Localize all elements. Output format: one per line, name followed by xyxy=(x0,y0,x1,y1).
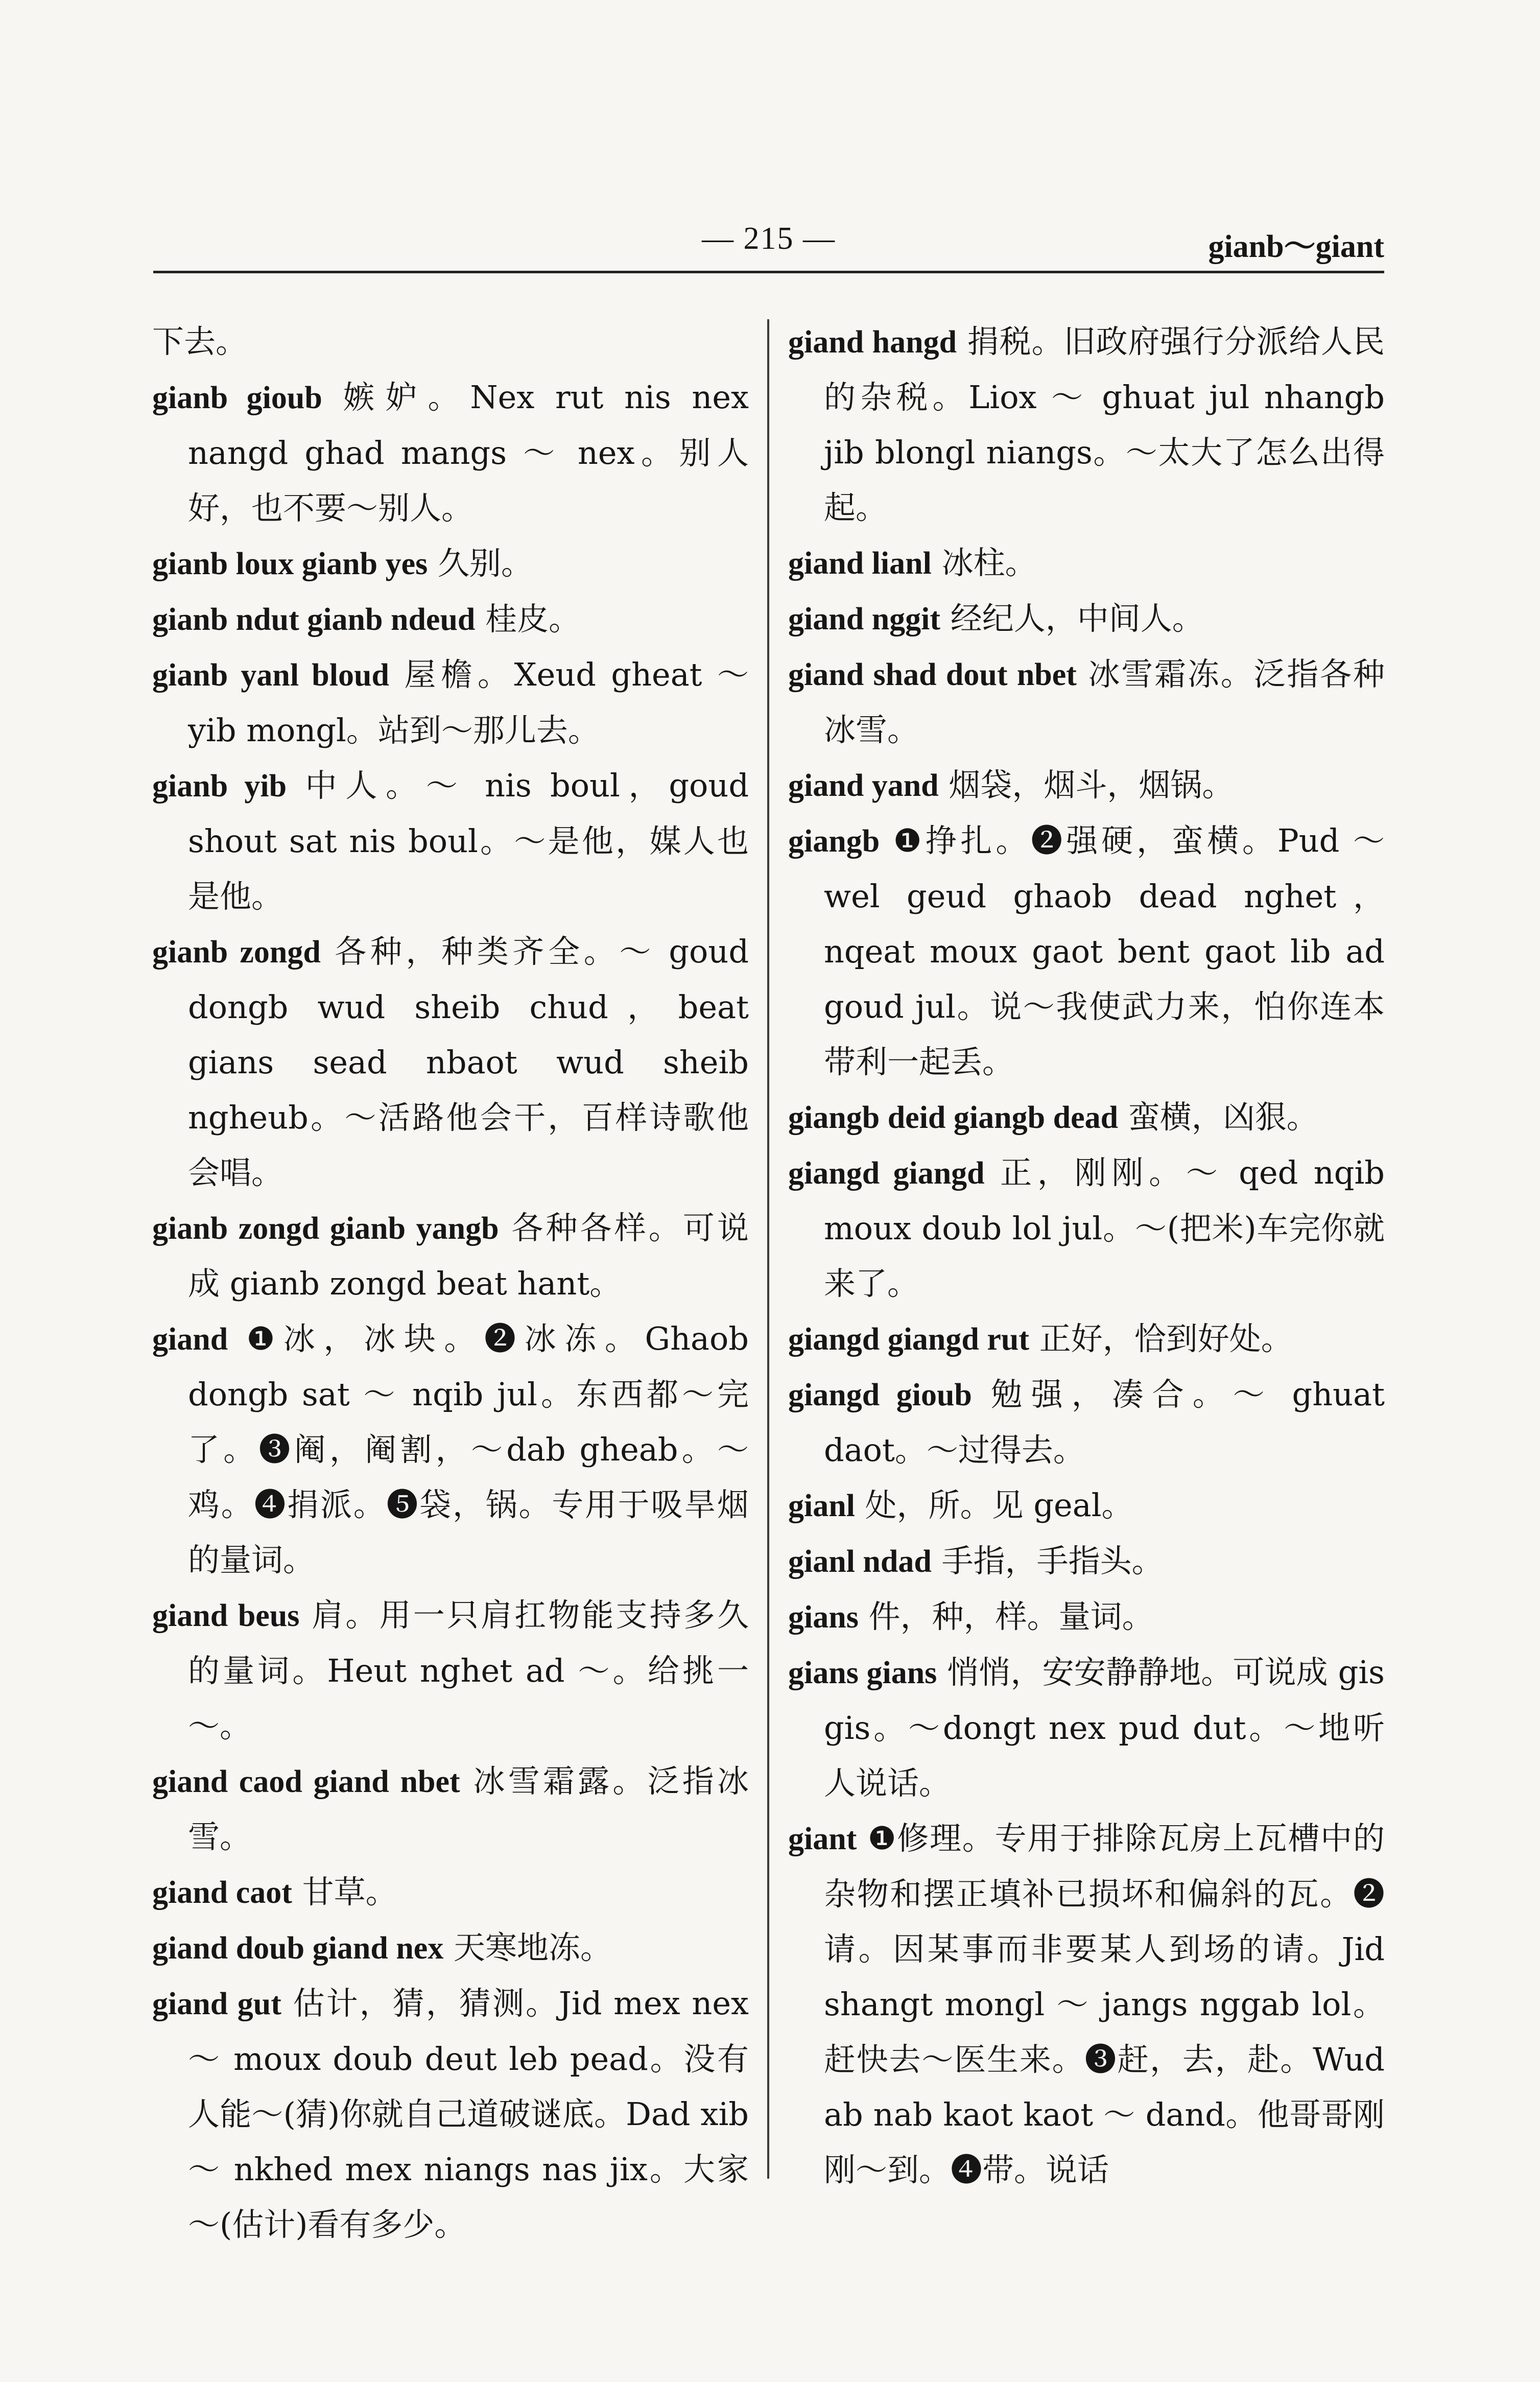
entry-headword: giant xyxy=(788,1822,857,1856)
dictionary-entry xyxy=(152,1311,749,1588)
entry-definition: 冰雪霜冻。泛指各种冰雪。 xyxy=(824,655,1385,748)
entry-headword: giangb deid giangb dead xyxy=(788,1100,1119,1135)
dictionary-entry xyxy=(788,1645,1385,1811)
dictionary-entry xyxy=(788,647,1385,758)
entry-headword: giangb xyxy=(788,824,880,859)
dictionary-entry xyxy=(152,536,749,592)
entry-definition: ❶修理。专用于排除瓦房上瓦槽中的杂物和摆正填补已损坏和偏斜的瓦。❷请。因某事而非要某人到场的请。Jid shangt mongl ～ jangs nggab lol。赶快去～医生来。❸赶，去，赴。Wud ab nab kaot kaot ～ dand。他哥哥刚刚～到。❹带。说话 xyxy=(824,1820,1385,2188)
dictionary-entry xyxy=(788,1145,1385,1311)
dictionary-entry xyxy=(152,1200,749,1311)
entry-definition: ❶冰，冰块。❷冰冻。Ghaob dongb sat ～ nqib jul。东西都～完了。❸阉，阉割，～dab gheab。～鸡。❹捐派。❺袋，锅。专用于吸旱烟的量词。 xyxy=(188,1320,749,1578)
entry-definition: 嫉妒。Nex rut nis nex nangd ghad mangs ～ nex。别人好，也不要～别人。 xyxy=(188,379,749,527)
entry-headword: giand doub giand nex xyxy=(152,1931,444,1966)
dictionary-entry xyxy=(152,1976,749,2252)
dictionary-entry xyxy=(788,1534,1385,1589)
entry-headword: giand beus xyxy=(152,1598,300,1633)
entry-headword: gianb gioub xyxy=(152,381,322,415)
entry-definition: 冰柱。 xyxy=(941,544,1037,581)
dictionary-entry xyxy=(152,1588,749,1754)
entry-headword: giand caot xyxy=(152,1875,292,1910)
entry-definition: 估计，猜，猜测。Jid mex nex ～ moux doub deut leb pead。没有人能～(猜)你就自己道破谜底。Dad xib ～ nkhed mex niangs nas jix。大家～(估计)看有多少。 xyxy=(188,1985,749,2243)
dictionary-entry xyxy=(152,647,749,758)
dictionary-entry xyxy=(152,592,749,647)
entry-headword: giand hangd xyxy=(788,325,957,360)
entry-headword: gianb zongd xyxy=(152,935,321,970)
entry-definition: 冰雪霜露。泛指冰雪。 xyxy=(188,1762,749,1855)
entry-definition: 肩。用一只肩扛物能支持多久的量词。Heut nghet ad ～。给挑一～。 xyxy=(188,1596,749,1744)
entry-headword: giand gut xyxy=(152,1987,281,2021)
page-number: — 215 — xyxy=(702,221,836,256)
entry-definition: 中人。～ nis boul，goud shout sat nis boul。～是他，媒人也是他。 xyxy=(188,767,749,915)
dictionary-entry xyxy=(152,1920,749,1976)
entry-definition: 处，所。见 geal。 xyxy=(865,1487,1133,1524)
entry-definition: 件，种，样。量词。 xyxy=(868,1598,1154,1635)
page-header xyxy=(153,215,1384,273)
dictionary-entry xyxy=(152,924,749,1200)
dictionary-entry xyxy=(152,758,749,924)
right-column xyxy=(788,314,1385,2198)
entry-headword: gianb zongd gianb yangb xyxy=(152,1211,499,1246)
entry-headword: giand yand xyxy=(788,768,939,803)
entry-headword: giangd giangd xyxy=(788,1156,985,1191)
entry-headword: gians gians xyxy=(788,1656,937,1690)
entry-definition: 桂皮。 xyxy=(485,600,581,638)
entry-definition: 悄悄，安安静静地。可说成 gis gis。～dongt nex pud dut。～地听人说话。 xyxy=(824,1654,1385,1802)
dictionary-entry xyxy=(788,1367,1385,1478)
entry-headword: giand xyxy=(152,1322,228,1357)
dictionary-entry xyxy=(788,813,1385,1090)
entry-definition: 手指，手指头。 xyxy=(941,1542,1164,1579)
dictionary-entry xyxy=(788,1311,1385,1367)
entry-definition: 各种，种类齐全。～ goud dongb wud sheib chud，beat gians sead nbaot wud sheib ngheub。～活路他会干，百样诗歌他会唱。 xyxy=(188,933,749,1191)
dictionary-entry xyxy=(788,1090,1385,1145)
entry-definition: 正，刚刚。～ qed nqib moux doub lol jul。～(把米)车完你就来了。 xyxy=(824,1154,1385,1302)
dictionary-entry xyxy=(788,591,1385,647)
entry-definition: 下去。 xyxy=(152,323,248,360)
entry-headword: gianl ndad xyxy=(788,1544,932,1579)
column-divider xyxy=(767,319,769,2179)
entry-headword: giand nggit xyxy=(788,602,941,636)
entry-definition: 甘草。 xyxy=(302,1873,397,1911)
dictionary-entry xyxy=(788,1589,1385,1645)
dictionary-entry xyxy=(152,1865,749,1920)
entry-definition: 屋檐。Xeud gheat ～ yib mongl。站到～那儿去。 xyxy=(188,656,749,749)
dictionary-entry xyxy=(788,535,1385,591)
dictionary-entry xyxy=(152,370,749,536)
entry-definition: 经纪人，中间人。 xyxy=(950,600,1204,637)
entry-definition: 蛮横，凶狠。 xyxy=(1128,1098,1318,1136)
entry-headword: gianb loux gianb yes xyxy=(152,547,428,581)
dictionary-entry xyxy=(152,314,749,370)
dictionary-entry xyxy=(788,1478,1385,1534)
entry-headword: gianb ndut gianb ndeud xyxy=(152,602,476,637)
running-head: gianb～giant xyxy=(1208,229,1384,264)
entry-headword: giangd gioub xyxy=(788,1378,972,1412)
entry-headword: gianl xyxy=(788,1489,855,1523)
dictionary-entry xyxy=(152,1754,749,1865)
entry-headword: giangd giangd rut xyxy=(788,1322,1030,1357)
entry-headword: gianb yanl bloud xyxy=(152,658,389,693)
dictionary-entry xyxy=(788,758,1385,813)
entry-definition: 正好，恰到好处。 xyxy=(1039,1320,1293,1357)
entry-headword: gianb yib xyxy=(152,769,287,804)
entry-headword: giand shad dout nbet xyxy=(788,657,1077,692)
entry-headword: giand caod giand nbet xyxy=(152,1764,460,1799)
dictionary-entry xyxy=(788,314,1385,535)
left-column xyxy=(152,314,749,2252)
dictionary-entry xyxy=(788,1811,1385,2198)
entry-definition: ❶挣扎。❷强硬，蛮横。Pud ～ wel geud ghaob dead nghet，nqeat moux gaot bent gaot lib ad goud jul。说～我使武力来，怕你连本带利一起丢。 xyxy=(824,822,1385,1080)
entry-definition: 烟袋，烟斗，烟锅。 xyxy=(949,766,1234,804)
entry-definition: 勉强，凑合。～ ghuat daot。～过得去。 xyxy=(824,1376,1385,1469)
entry-definition: 捐税。旧政府强行分派给人民的杂税。Liox ～ ghuat jul nhangb jib blongl niangs。～太大了怎么出得起。 xyxy=(824,323,1385,526)
entry-headword: gians xyxy=(788,1600,859,1635)
entry-definition: 各种各样。可说成 gianb zongd beat hant。 xyxy=(188,1209,749,1302)
entry-headword: giand lianl xyxy=(788,546,932,581)
entry-definition: 久别。 xyxy=(437,545,533,582)
entry-definition: 天寒地冻。 xyxy=(454,1929,612,1966)
